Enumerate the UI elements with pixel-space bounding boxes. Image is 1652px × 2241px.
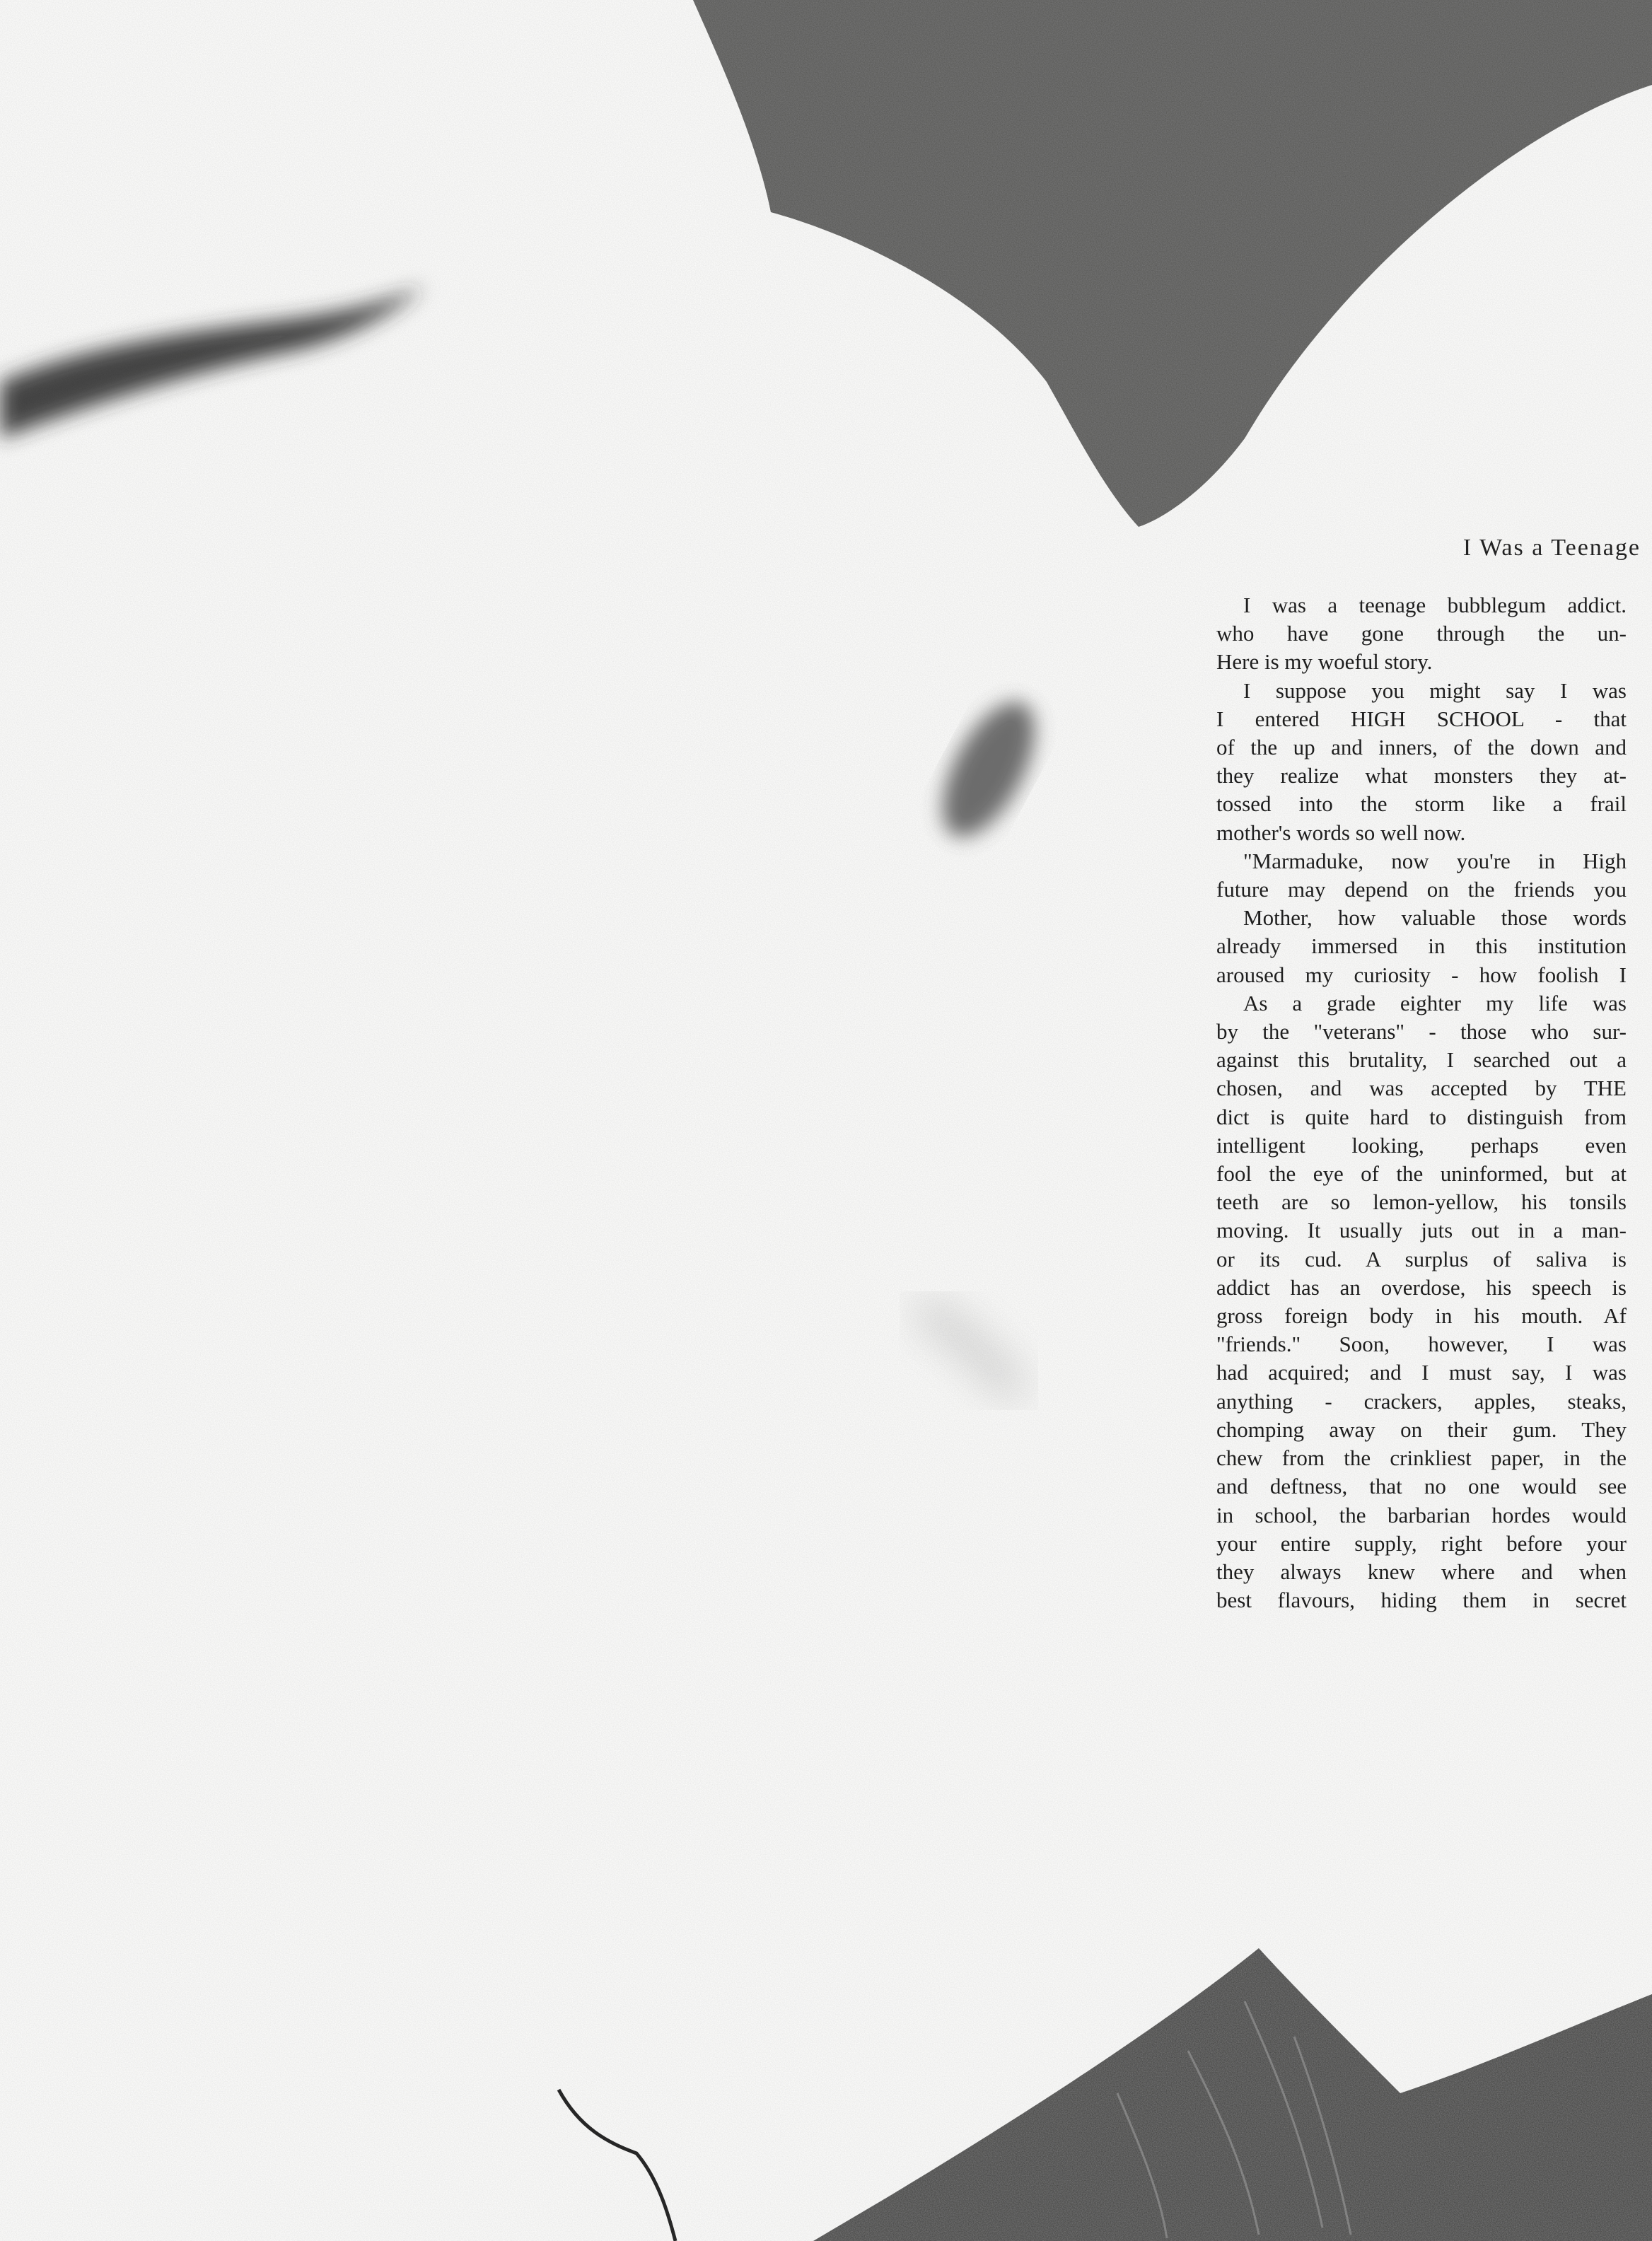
article-line: chosen, and was accepted by THE — [1216, 1076, 1627, 1101]
article-line: "Marmaduke, now you're in High — [1243, 848, 1627, 873]
article-line: chomping away on their gum. They — [1216, 1416, 1627, 1442]
article-line: or its cud. A surplus of saliva is — [1216, 1246, 1627, 1271]
article-line: moving. It usually juts out in a man- — [1216, 1218, 1627, 1243]
article-line: they realize what monsters they at- — [1216, 763, 1627, 788]
article-line: who have gone through the un- — [1216, 621, 1627, 646]
article-line: against this brutality, I searched out a — [1216, 1047, 1627, 1073]
article-line: already immersed in this institution — [1216, 933, 1627, 959]
article-line: anything - crackers, apples, steaks, — [1216, 1388, 1627, 1414]
article-line: gross foreign body in his mouth. Af — [1216, 1303, 1627, 1329]
article-line: of the up and inners, of the down and — [1216, 735, 1627, 760]
article-line: fool the eye of the uninformed, but at — [1216, 1161, 1627, 1187]
article-line: I was a teenage bubblegum addict. — [1243, 593, 1627, 617]
article-line: mother's words so well now. — [1216, 820, 1466, 845]
article-body — [1216, 591, 1627, 1614]
article-line: Here is my woeful story. — [1216, 649, 1433, 675]
article-title: I Was a Teenage — [1462, 535, 1641, 561]
article-line: "friends." Soon, however, I was — [1216, 1332, 1627, 1357]
article-line: your entire supply, right before your — [1216, 1530, 1627, 1556]
article-line: dict is quite hard to distinguish from — [1216, 1104, 1627, 1129]
article-line: in school, the barbarian hordes would — [1216, 1502, 1627, 1527]
article-line: I suppose you might say I was — [1243, 677, 1627, 703]
article-line: and deftness, that no one would see — [1216, 1474, 1627, 1499]
article-line: had acquired; and I must say, I was — [1216, 1360, 1627, 1385]
article-line: they always knew where and when — [1216, 1559, 1627, 1584]
article-line: tossed into the storm like a frail — [1216, 791, 1627, 817]
article-line: chew from the crinkliest paper, in the — [1216, 1445, 1627, 1471]
article-line: teeth are so lemon-yellow, his tonsils — [1216, 1189, 1627, 1215]
article-line: future may depend on the friends you — [1216, 877, 1627, 902]
article-line: As a grade eighter my life was — [1243, 990, 1627, 1015]
article-line: I entered HIGH SCHOOL - that — [1216, 706, 1627, 731]
article-line: best flavours, hiding them in secret — [1216, 1588, 1627, 1613]
article-line: addict has an overdose, his speech is — [1216, 1274, 1627, 1300]
article-line: by the "veterans" - those who sur- — [1216, 1019, 1627, 1044]
article-line: aroused my curiosity - how foolish I — [1216, 962, 1627, 987]
article-line: intelligent looking, perhaps even — [1216, 1132, 1627, 1158]
article-line: Mother, how valuable those words — [1243, 905, 1627, 931]
